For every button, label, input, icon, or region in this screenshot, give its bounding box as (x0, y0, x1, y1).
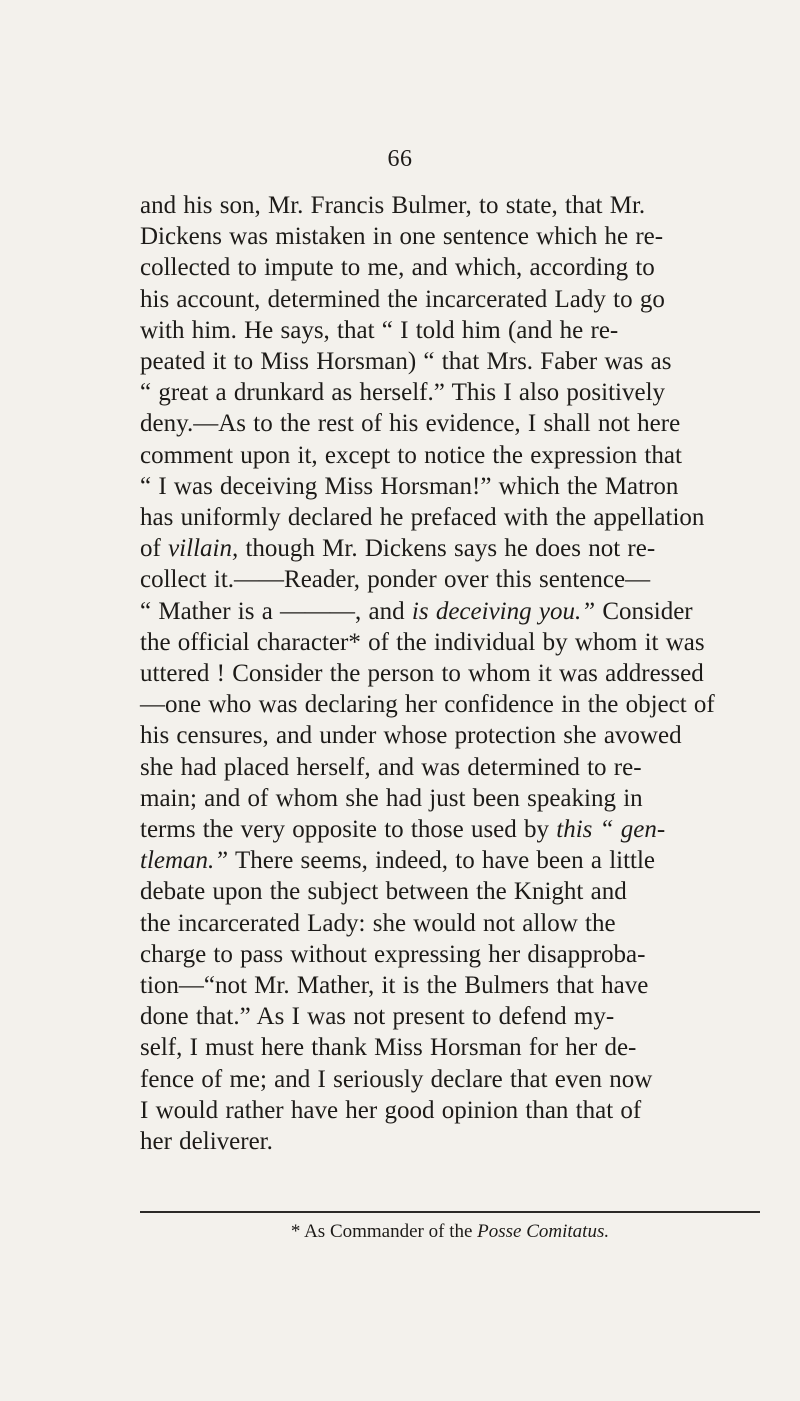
text-line: peated it to Miss Horsman) “ that Mrs. Faber was as (140, 348, 672, 376)
body-text (140, 190, 760, 1157)
text-line: she had placed herself, and was determined to re- (140, 753, 642, 781)
italic-text: villain, (168, 535, 239, 563)
text-segment: though Mr. Dickens says he does not re- (238, 535, 656, 563)
text-line: his censures, and under whose protection she avowed (140, 722, 682, 750)
text-segment: “ Mather is a ———, and (140, 597, 412, 625)
text-line: his account, determined the incarcerated Lady to go (140, 285, 665, 313)
text-line: comment upon it, except to notice the expression that (140, 441, 682, 469)
text-line: Dickens was mistaken in one sentence which he re- (140, 223, 664, 251)
text-line: collected to impute to me, and which, according to (140, 254, 655, 282)
text-segment: There seems, indeed, to have been a little (228, 847, 656, 875)
text-line: “ I was deceiving Miss Horsman!” which the Matron (140, 472, 679, 500)
page-number: 66 (387, 146, 413, 172)
text-line: —one who was declaring her confidence in the object of (140, 691, 715, 719)
text-line (140, 533, 760, 564)
text-line: deny.—As to the rest of his evidence, I shall not here (140, 410, 681, 438)
text-segment: terms the very opposite to those used by (140, 816, 557, 844)
text-segment: of (140, 535, 169, 563)
footnote-divider (140, 1211, 760, 1213)
text-line (140, 814, 760, 845)
text-line: collect it.——Reader, ponder over this sentence— (140, 566, 651, 594)
text-line: the incarcerated Lady: she would not allow the (140, 909, 616, 937)
text-line: main; and of whom she had just been speaking in (140, 784, 643, 812)
text-line: and his son, Mr. Francis Bulmer, to state, that Mr. (140, 192, 646, 219)
italic-text: this “ gen- (556, 816, 666, 844)
italic-text: tleman.” (140, 847, 229, 875)
text-line: has uniformly declared he prefaced with the appellation (140, 504, 705, 532)
text-line: uttered ! Consider the person to whom it was addressed (140, 660, 704, 688)
text-line (140, 596, 760, 627)
footnote-italic: Posse Comitatus. (477, 1221, 610, 1242)
text-line: charge to pass without expressing her disapproba- (140, 940, 646, 968)
text-line: fence of me; and I seriously declare that even now (140, 1065, 653, 1093)
text-line: tion—“not Mr. Mather, it is the Bulmers that have (140, 972, 649, 1000)
text-line: “ great a drunkard as herself.” This I also positively (140, 379, 666, 407)
footnote-text: * As Commander of the (290, 1221, 478, 1242)
text-line: her deliverer. (140, 1128, 273, 1156)
text-line: the official character* of the individual by whom it was (140, 628, 705, 656)
text-line: debate upon the subject between the Knight and (140, 878, 627, 906)
text-line: done that.” As I was not present to defend my- (140, 1003, 615, 1031)
text-line: I would rather have her good opinion than that of (140, 1096, 642, 1124)
text-line (140, 845, 760, 876)
text-line: with him. He says, that “ I told him (and he re- (140, 316, 619, 344)
footnote (140, 1220, 760, 1244)
italic-text: is deceiving you.” (411, 597, 596, 625)
text-segment: Consider (595, 597, 693, 625)
text-line: self, I must here thank Miss Horsman for her de- (140, 1034, 637, 1062)
